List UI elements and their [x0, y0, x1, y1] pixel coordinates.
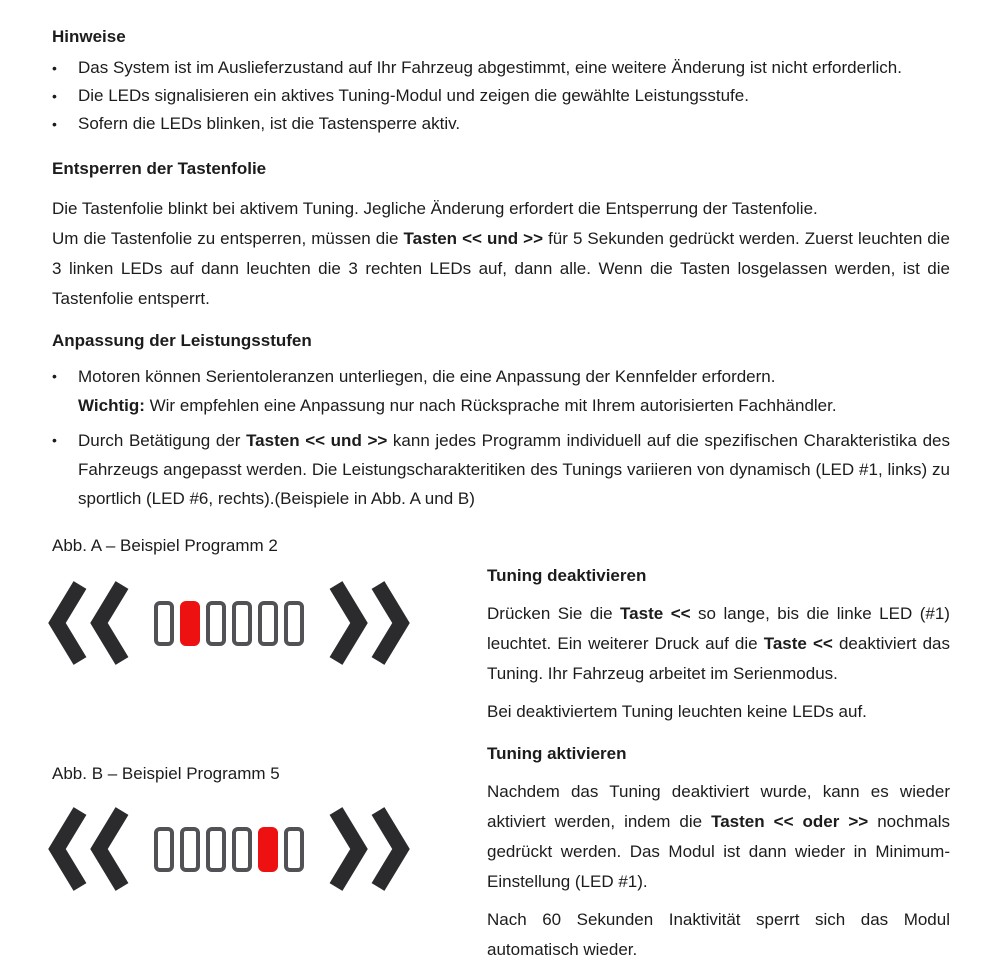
chevrons-left-icon — [46, 581, 134, 665]
entsperren-heading: Entsperren der Tastenfolie — [52, 159, 267, 178]
figure-a-label: Abb. A – Beispiel Programm 2 — [52, 536, 278, 555]
bullet-icon: • — [52, 116, 57, 132]
hinweise-bullet-list — [52, 54, 950, 138]
aktivieren-paragraph-1 — [487, 777, 950, 897]
led-4-off — [232, 601, 252, 646]
text-segment-bold: Taste << — [763, 634, 833, 653]
anpassung-heading: Anpassung der Leistungsstufen — [52, 331, 312, 350]
deaktivieren-paragraph-1 — [487, 599, 950, 689]
led-3-off — [206, 827, 226, 872]
text-segment: Wir empfehlen eine Anpassung nur nach Rücksprache mit Ihrem autorisierten Fachhändler. — [144, 396, 837, 415]
text-segment: Drücken Sie die — [487, 604, 621, 623]
text-segment: Durch Betätigung der — [78, 431, 247, 450]
instruction-column — [487, 517, 950, 965]
text-segment: so lange, bis die linke LED (#1) leuchtet. Ein weiterer Druck auf die — [487, 604, 950, 653]
text-segment-bold: Tasten << oder >> — [711, 812, 869, 831]
aktivieren-heading: Tuning aktivieren — [487, 744, 627, 763]
list-item — [52, 426, 950, 513]
figure-b-label: Abb. B – Beispiel Programm 5 — [52, 764, 280, 783]
list-item — [52, 362, 950, 420]
bullet-text — [78, 362, 950, 420]
led-5-off — [258, 601, 278, 646]
deaktivieren-heading: Tuning deaktivieren — [487, 566, 647, 585]
led-6-off — [284, 601, 304, 646]
led-1-off — [154, 827, 174, 872]
led-2-on — [180, 601, 200, 646]
chevrons-right-icon — [324, 581, 412, 665]
bullet-text — [78, 426, 950, 513]
text-segment: Motoren können Serientoleranzen unterliegen, die eine Anpassung der Kennfelder erfordern. — [78, 367, 776, 386]
bullet-icon: • — [52, 60, 57, 76]
anpassung-bullet-list — [52, 362, 950, 513]
bullet-text: Die LEDs signalisieren ein aktives Tuning-Modul und zeigen die gewählte Leistungsstufe. — [78, 86, 749, 105]
bullet-text: Sofern die LEDs blinken, ist die Tastensperre aktiv. — [78, 114, 461, 133]
figure-a-led-display — [46, 581, 412, 665]
led-1-off — [154, 601, 174, 646]
text-segment: Nachdem das Tuning deaktiviert wurde, kann es wieder aktiviert werden, indem die — [487, 782, 950, 831]
bullet-text: Das System ist im Auslieferzustand auf Ihr Fahrzeug abgestimmt, eine weitere Änderung ist nicht erforderlich. — [78, 58, 902, 77]
led-3-off — [206, 601, 226, 646]
chevrons-left-icon — [46, 807, 134, 891]
list-item — [52, 82, 950, 110]
led-6-off — [284, 827, 304, 872]
figure-b-led-display — [46, 807, 412, 891]
list-item — [52, 110, 950, 138]
text-segment: für 5 Sekunden gedrückt werden. Zuerst leuchten die 3 linken LEDs auf dann leuchten die 3 rechten LEDs auf, dann alle. Wenn die Tasten losgelassen werden, ist die Tastenfolie entsperrt. — [52, 229, 950, 308]
chevrons-right-icon — [324, 807, 412, 891]
entsperren-paragraph-1: Die Tastenfolie blinkt bei aktivem Tuning. Jegliche Änderung erfordert die Entsperrung der Tastenfolie. — [52, 199, 818, 218]
text-segment-bold: Tasten << und >> — [246, 431, 388, 450]
text-segment-bold: Tasten << und >> — [403, 229, 544, 248]
led-strip — [154, 827, 304, 872]
aktivieren-paragraph-2: Nach 60 Sekunden Inaktivität sperrt sich das Modul automatisch wieder. — [487, 910, 950, 959]
text-segment: kann jedes Programm individuell auf die spezifischen Charakteristika des Fahrzeugs angepasst werden. Die Leistungscharakteritiken des Tunings variieren von dynamisch (LED #1, links) zu sportlich (LED #6, rechts).(Beispiele in Abb. A und B) — [78, 431, 950, 508]
deaktivieren-paragraph-2: Bei deaktiviertem Tuning leuchten keine LEDs auf. — [487, 702, 867, 721]
led-4-off — [232, 827, 252, 872]
text-segment-bold: Wichtig: — [78, 396, 145, 415]
hinweise-heading: Hinweise — [52, 27, 126, 46]
text-segment: Um die Tastenfolie zu entsperren, müssen die — [52, 229, 404, 248]
entsperren-paragraph-2 — [52, 224, 950, 314]
figures-and-instructions — [52, 517, 950, 959]
list-item — [52, 54, 950, 82]
text-segment: nochmals gedrückt werden. Das Modul ist dann wieder in Minimum-Einstellung (LED #1). — [487, 812, 950, 891]
bullet-icon: • — [52, 368, 57, 384]
text-segment: deaktiviert das Tuning. Ihr Fahrzeug arbeitet im Serienmodus. — [487, 634, 950, 683]
led-5-on — [258, 827, 278, 872]
led-strip — [154, 601, 304, 646]
bullet-icon: • — [52, 88, 57, 104]
led-2-off — [180, 827, 200, 872]
bullet-icon: • — [52, 432, 57, 448]
text-segment-bold: Taste << — [620, 604, 691, 623]
